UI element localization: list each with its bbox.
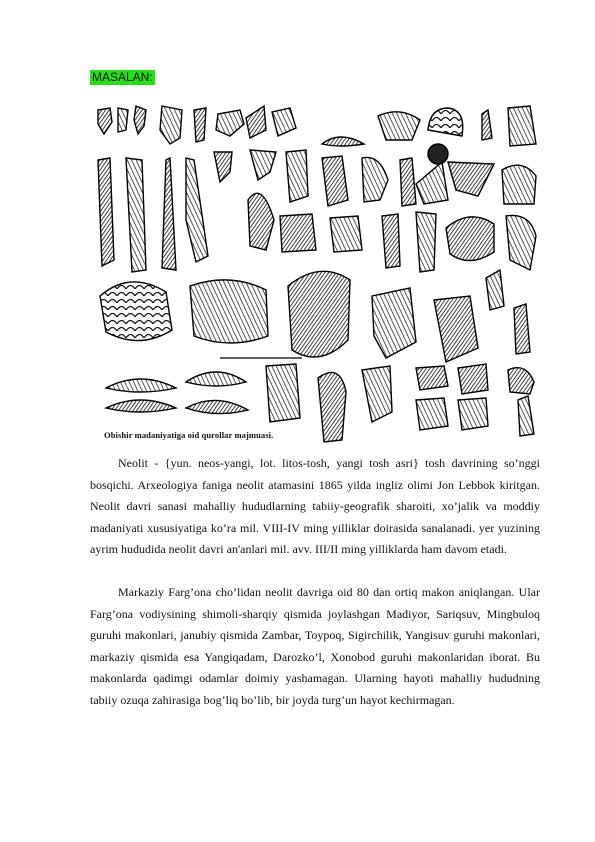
section-label: MASALAN:: [92, 70, 153, 84]
figure-caption: Obishir madaniyatiga oid qurollar majmuasi.: [104, 430, 274, 440]
artifacts-illustration: [90, 100, 540, 448]
paragraph-fergana-sites: Markaziy Farg’ona cho’lidan neolit davriga oid 80 dan ortiq makon aniqlangan. Ular Farg’ona vodiysining shimoli-sharqiy qismida joylashgan Madiyor, Sariqsuv, Mingbuloq guruhi makonlari, janubiy qismida Zambar, Toypoq, Sigirchilik, Yangisuv guruhi makonlari, markaziy qismida esa Yangiqadam, Darozko’l, Xonobod guruhi makonlaridan iborat. Bu makonlarda qadimgi odamlar doimiy yashamagan. Ularning hayoti mahalliy hududning tabiiy ozuqa zahirasiga bog’liq bo’lib, bir joyda turg’un hayot kechirmagan.: [90, 585, 540, 707]
paragraph-neolit-definition: Neolit - {yun. neos-yangi, lot. litos-tosh, yangi tosh asri} tosh davrining so’nggi bosqichi. Arxeologiya faniga neolit atamasini 1865 yilda ingliz olimi Jon Lebbok kiritgan. Neolit davri sanasi mahalliy hududlarning tabiiy-geografik sharoiti, xo’jalik va moddiy madaniyati xususiyatiga ko’ra mil. VIII-IV ming yilliklar doirasida sanalanadi. yer yuzining ayrim hududida neolit davri an'anlari mil. avv. III/II ming yilliklarda ham davom etadi.: [90, 456, 540, 556]
stone-tools-drawing: [90, 100, 540, 448]
